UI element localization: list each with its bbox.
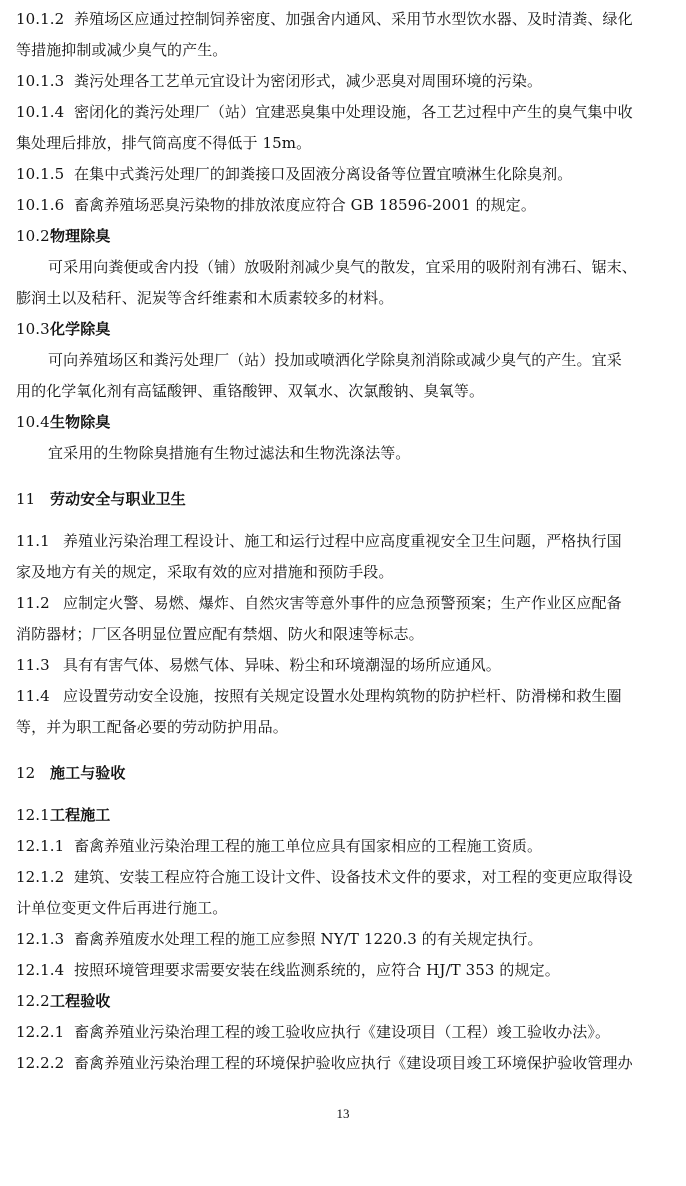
clause-10-1-2-cont bbox=[16, 35, 678, 66]
clause-12-1-2 bbox=[16, 862, 678, 893]
clause-10-1-6 bbox=[16, 190, 678, 221]
clause-number: 11.1 bbox=[16, 532, 50, 550]
section-number: 10.2 bbox=[16, 227, 50, 245]
clause-text: 养殖业污染治理工程设计、施工和运行过程中应高度重视安全卫生问题，严格执行国 bbox=[63, 532, 622, 550]
clause-text: 消防器材；厂区各明显位置应配有禁烟、防火和限速等标志。 bbox=[16, 625, 424, 643]
clause-number: 11.2 bbox=[16, 594, 50, 612]
clause-number: 12.1.3 bbox=[16, 930, 65, 948]
clause-11-3 bbox=[16, 650, 678, 681]
section-number: 12.1 bbox=[16, 806, 50, 824]
clause-text: 具有有害气体、易燃气体、异味、粉尘和环境潮湿的场所应通风。 bbox=[63, 656, 501, 674]
clause-text: 养殖场区应通过控制饲养密度、加强舍内通风、采用节水型饮水器、及时清粪、绿化 bbox=[74, 10, 633, 28]
clause-11-1 bbox=[16, 526, 678, 557]
clause-number: 12.1.1 bbox=[16, 837, 65, 855]
clause-number: 12.2.2 bbox=[16, 1054, 65, 1072]
clause-10-1-4 bbox=[16, 97, 678, 128]
clause-text: 密闭化的粪污处理厂（站）宜建恶臭集中处理设施，各工艺过程中产生的臭气集中收 bbox=[74, 103, 633, 121]
section-title: 物理除臭 bbox=[50, 227, 111, 245]
clause-number: 11.3 bbox=[16, 656, 50, 674]
section-number: 12.2 bbox=[16, 992, 50, 1010]
chapter-11-heading bbox=[16, 484, 678, 515]
clause-text: 建筑、安装工程应符合施工设计文件、设备技术文件的要求，对工程的变更应取得设 bbox=[74, 868, 633, 886]
clause-10-1-2 bbox=[16, 4, 678, 35]
clause-12-1-2-cont bbox=[16, 893, 678, 924]
clause-text: 畜禽养殖废水处理工程的施工应参照 NY/T 1220.3 的有关规定执行。 bbox=[74, 930, 543, 948]
clause-text: 应设置劳动安全设施，按照有关规定设置水处理构筑物的防护栏杆、防滑梯和救生圈 bbox=[63, 687, 622, 705]
clause-12-1-4 bbox=[16, 955, 678, 986]
clause-text: 按照环境管理要求需要安装在线监测系统的，应符合 HJ/T 353 的规定。 bbox=[74, 961, 560, 979]
clause-12-2-1 bbox=[16, 1017, 678, 1048]
clause-number: 10.1.4 bbox=[16, 103, 65, 121]
clause-number: 11.4 bbox=[16, 687, 50, 705]
clause-number: 10.1.6 bbox=[16, 196, 65, 214]
clause-12-2-2 bbox=[16, 1048, 678, 1079]
section-10-4-heading bbox=[16, 407, 678, 438]
chapter-title: 施工与验收 bbox=[50, 764, 126, 782]
clause-text: 等措施抑制或减少臭气的产生。 bbox=[16, 41, 228, 59]
chapter-12-heading bbox=[16, 758, 678, 789]
paragraph-10-2-cont bbox=[16, 283, 678, 314]
clause-text: 畜禽养殖业污染治理工程的施工单位应具有国家相应的工程施工资质。 bbox=[74, 837, 543, 855]
document-page bbox=[16, 4, 678, 1079]
clause-text: 应制定火警、易燃、爆炸、自然灾害等意外事件的应急预警预案；生产作业区应配备 bbox=[63, 594, 622, 612]
section-title: 生物除臭 bbox=[50, 413, 111, 431]
paragraph-10-4 bbox=[16, 438, 678, 469]
page-number: 13 bbox=[336, 1106, 350, 1121]
clause-number: 10.1.3 bbox=[16, 72, 65, 90]
clause-10-1-4-cont bbox=[16, 128, 678, 159]
section-number: 10.4 bbox=[16, 413, 50, 431]
clause-11-4 bbox=[16, 681, 678, 712]
clause-text: 在集中式粪污处理厂的卸粪接口及固液分离设备等位置宜喷淋生化除臭剂。 bbox=[74, 165, 573, 183]
paragraph-10-3-cont bbox=[16, 376, 678, 407]
clause-number: 12.1.4 bbox=[16, 961, 65, 979]
chapter-number: 11 bbox=[16, 490, 36, 508]
clause-12-1-3 bbox=[16, 924, 678, 955]
paragraph-text: 可向养殖场区和粪污处理厂（站）投加或喷洒化学除臭剂消除或减少臭气的产生。宜采 bbox=[48, 351, 622, 369]
section-title: 工程施工 bbox=[50, 806, 111, 824]
clause-text: 计单位变更文件后再进行施工。 bbox=[16, 899, 228, 917]
section-10-3-heading bbox=[16, 314, 678, 345]
clause-11-2-cont bbox=[16, 619, 678, 650]
clause-text: 畜禽养殖业污染治理工程的环境保护验收应执行《建设项目竣工环境保护验收管理办 bbox=[74, 1054, 633, 1072]
paragraph-10-2 bbox=[16, 252, 678, 283]
clause-text: 集处理后排放，排气筒高度不得低于 15m。 bbox=[16, 134, 312, 152]
section-title: 工程验收 bbox=[50, 992, 111, 1010]
clause-10-1-5 bbox=[16, 159, 678, 190]
chapter-title: 劳动安全与职业卫生 bbox=[50, 490, 186, 508]
clause-11-4-cont bbox=[16, 712, 678, 743]
paragraph-text: 宜采用的生物除臭措施有生物过滤法和生物洗涤法等。 bbox=[48, 444, 411, 462]
clause-10-1-3 bbox=[16, 66, 678, 97]
clause-text: 畜禽养殖场恶臭污染物的排放浓度应符合 GB 18596-2001 的规定。 bbox=[74, 196, 536, 214]
chapter-number: 12 bbox=[16, 764, 36, 782]
clause-11-2 bbox=[16, 588, 678, 619]
section-10-2-heading bbox=[16, 221, 678, 252]
section-12-2-heading bbox=[16, 986, 678, 1017]
clause-text: 畜禽养殖业污染治理工程的竣工验收应执行《建设项目（工程）竣工验收办法》。 bbox=[74, 1023, 611, 1041]
clause-text: 粪污处理各工艺单元宜设计为密闭形式，减少恶臭对周围环境的污染。 bbox=[74, 72, 543, 90]
section-number: 10.3 bbox=[16, 320, 50, 338]
paragraph-text: 可采用向粪便或舍内投（铺）放吸附剂减少臭气的散发，宜采用的吸附剂有沸石、锯末、 bbox=[48, 258, 637, 276]
clause-number: 12.2.1 bbox=[16, 1023, 65, 1041]
clause-11-1-cont bbox=[16, 557, 678, 588]
paragraph-10-3 bbox=[16, 345, 678, 376]
section-title: 化学除臭 bbox=[50, 320, 111, 338]
clause-number: 10.1.5 bbox=[16, 165, 65, 183]
section-12-1-heading bbox=[16, 800, 678, 831]
clause-text: 等，并为职工配备必要的劳动防护用品。 bbox=[16, 718, 288, 736]
paragraph-text: 用的化学氧化剂有高锰酸钾、重铬酸钾、双氧水、次氯酸钠、臭氧等。 bbox=[16, 382, 485, 400]
clause-12-1-1 bbox=[16, 831, 678, 862]
clause-number: 10.1.2 bbox=[16, 10, 65, 28]
clause-number: 12.1.2 bbox=[16, 868, 65, 886]
clause-text: 家及地方有关的规定，采取有效的应对措施和预防手段。 bbox=[16, 563, 394, 581]
paragraph-text: 膨润土以及秸秆、泥炭等含纤维素和木质素较多的材料。 bbox=[16, 289, 394, 307]
